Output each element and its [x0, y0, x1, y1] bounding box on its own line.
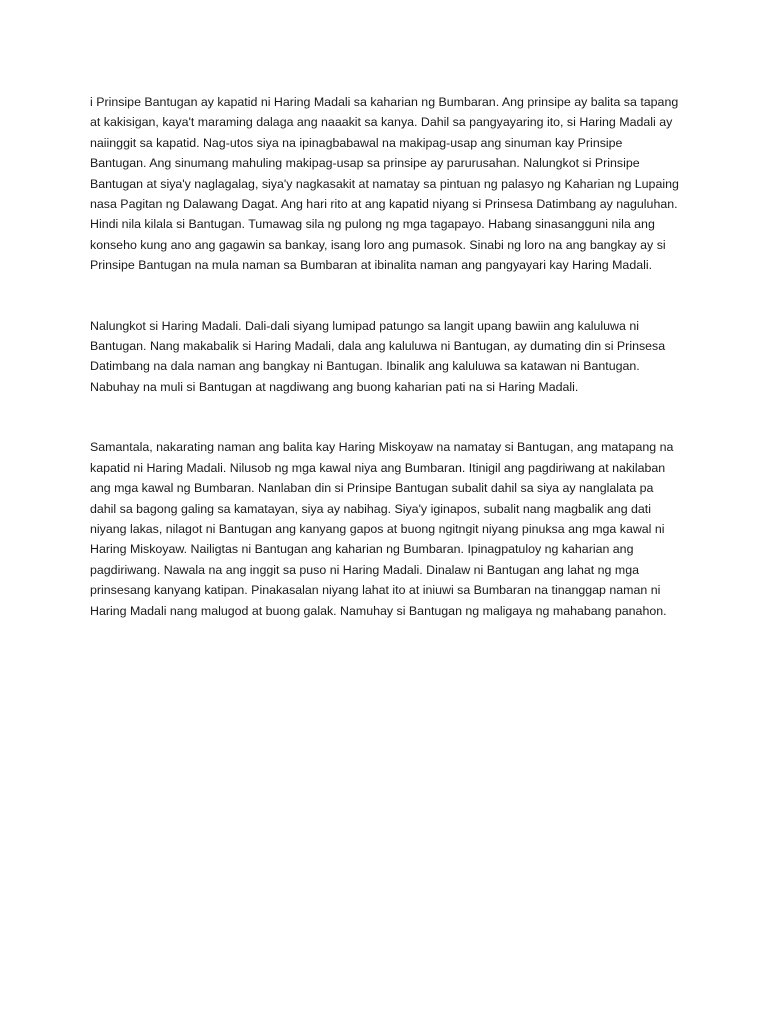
paragraph-3: Samantala, nakarating naman ang balita kay Haring Miskoyaw na namatay si Bantugan, ang matapang na kapatid ni Haring Madali. Nilusob ng mga kawal niya ang Bumbaran. Itinigil ang pagdiriwang at nakilaban ang mga kawal ng Bumbaran. Nanlaban din si Prinsipe Bantugan subalit dahil sa siya ay nanglalata pa dahil sa bagong galing sa kamatayan, siya ay nabihag. Siya'y iginapos, subalit nang magbalik ang dati niyang lakas, nilagot ni Bantugan ang kanyang gapos at buong ngitngit niyang pinuksa ang mga kawal ni Haring Miskoyaw. Nailigtas ni Bantugan ang kaharian ng Bumbaran. Ipinagpatuloy ng kaharian ang pagdiriwang. Nawala na ang inggit sa puso ni Haring Madali. Dinalaw ni Bantugan ang lahat ng mga prinsesang kanyang katipan. Pinakasalan niyang lahat ito at iniuwi sa Bumbaran na tinanggap naman ni Haring Madali nang malugod at buong galak. Namuhay si Bantugan ng maligaya ng mahabang panahon. — [90, 440, 674, 618]
paragraph-2: Nalungkot si Haring Madali. Dali-dali siyang lumipad patungo sa langit upang bawiin ang kaluluwa ni Bantugan. Nang makabalik si Haring Madali, dala ang kaluluwa ni Bantugan, ay dumating din si Prinsesa Datimbang na dala naman ang bangkay ni Bantugan. Ibinalik ang kaluluwa sa katawan ni Bantugan. Nabuhay na muli si Bantugan at nagdiwang ang buong kaharian pati na si Haring Madali. — [90, 318, 666, 394]
paragraph-1: i Prinsipe Bantugan ay kapatid ni Haring Madali sa kaharian ng Bumbaran. Ang prinsipe ay balita sa tapang at kakisigan, kaya't maraming dalaga ang naaakit sa kanya. Dahil sa pangyayaring ito, si Haring Madali ay naiinggit sa kapatid. Nag-utos siya na ipinagbabawal na makipag-usap ang sinuman kay Prinsipe Bantugan. Ang sinumang mahuling makipag-usap sa prinsipe ay parurusahan. Nalungkot si Prinsipe Bantugan at siya'y naglagalag, siya'y nagkasakit at namatay sa pintuan ng palasyo ng Kaharian ng Lupaing nasa Pagitan ng Dalawang Dagat. Ang hari rito at ang kapatid niyang si Prinsesa Datimbang ay naguluhan. Hindi nila kilala si Bantugan. Tumawag sila ng pulong ng mga tagapayo. Habang sinasangguni nila ang konseho kung ano ang gagawin sa bankay, isang loro ang pumasok. Sinabi ng loro na ang bangkay ay si Prinsipe Bantugan na mula naman sa Bumbaran at ibinalita naman ang pangyayari kay Haring Madali. — [90, 95, 679, 273]
document-page — [90, 92, 680, 621]
